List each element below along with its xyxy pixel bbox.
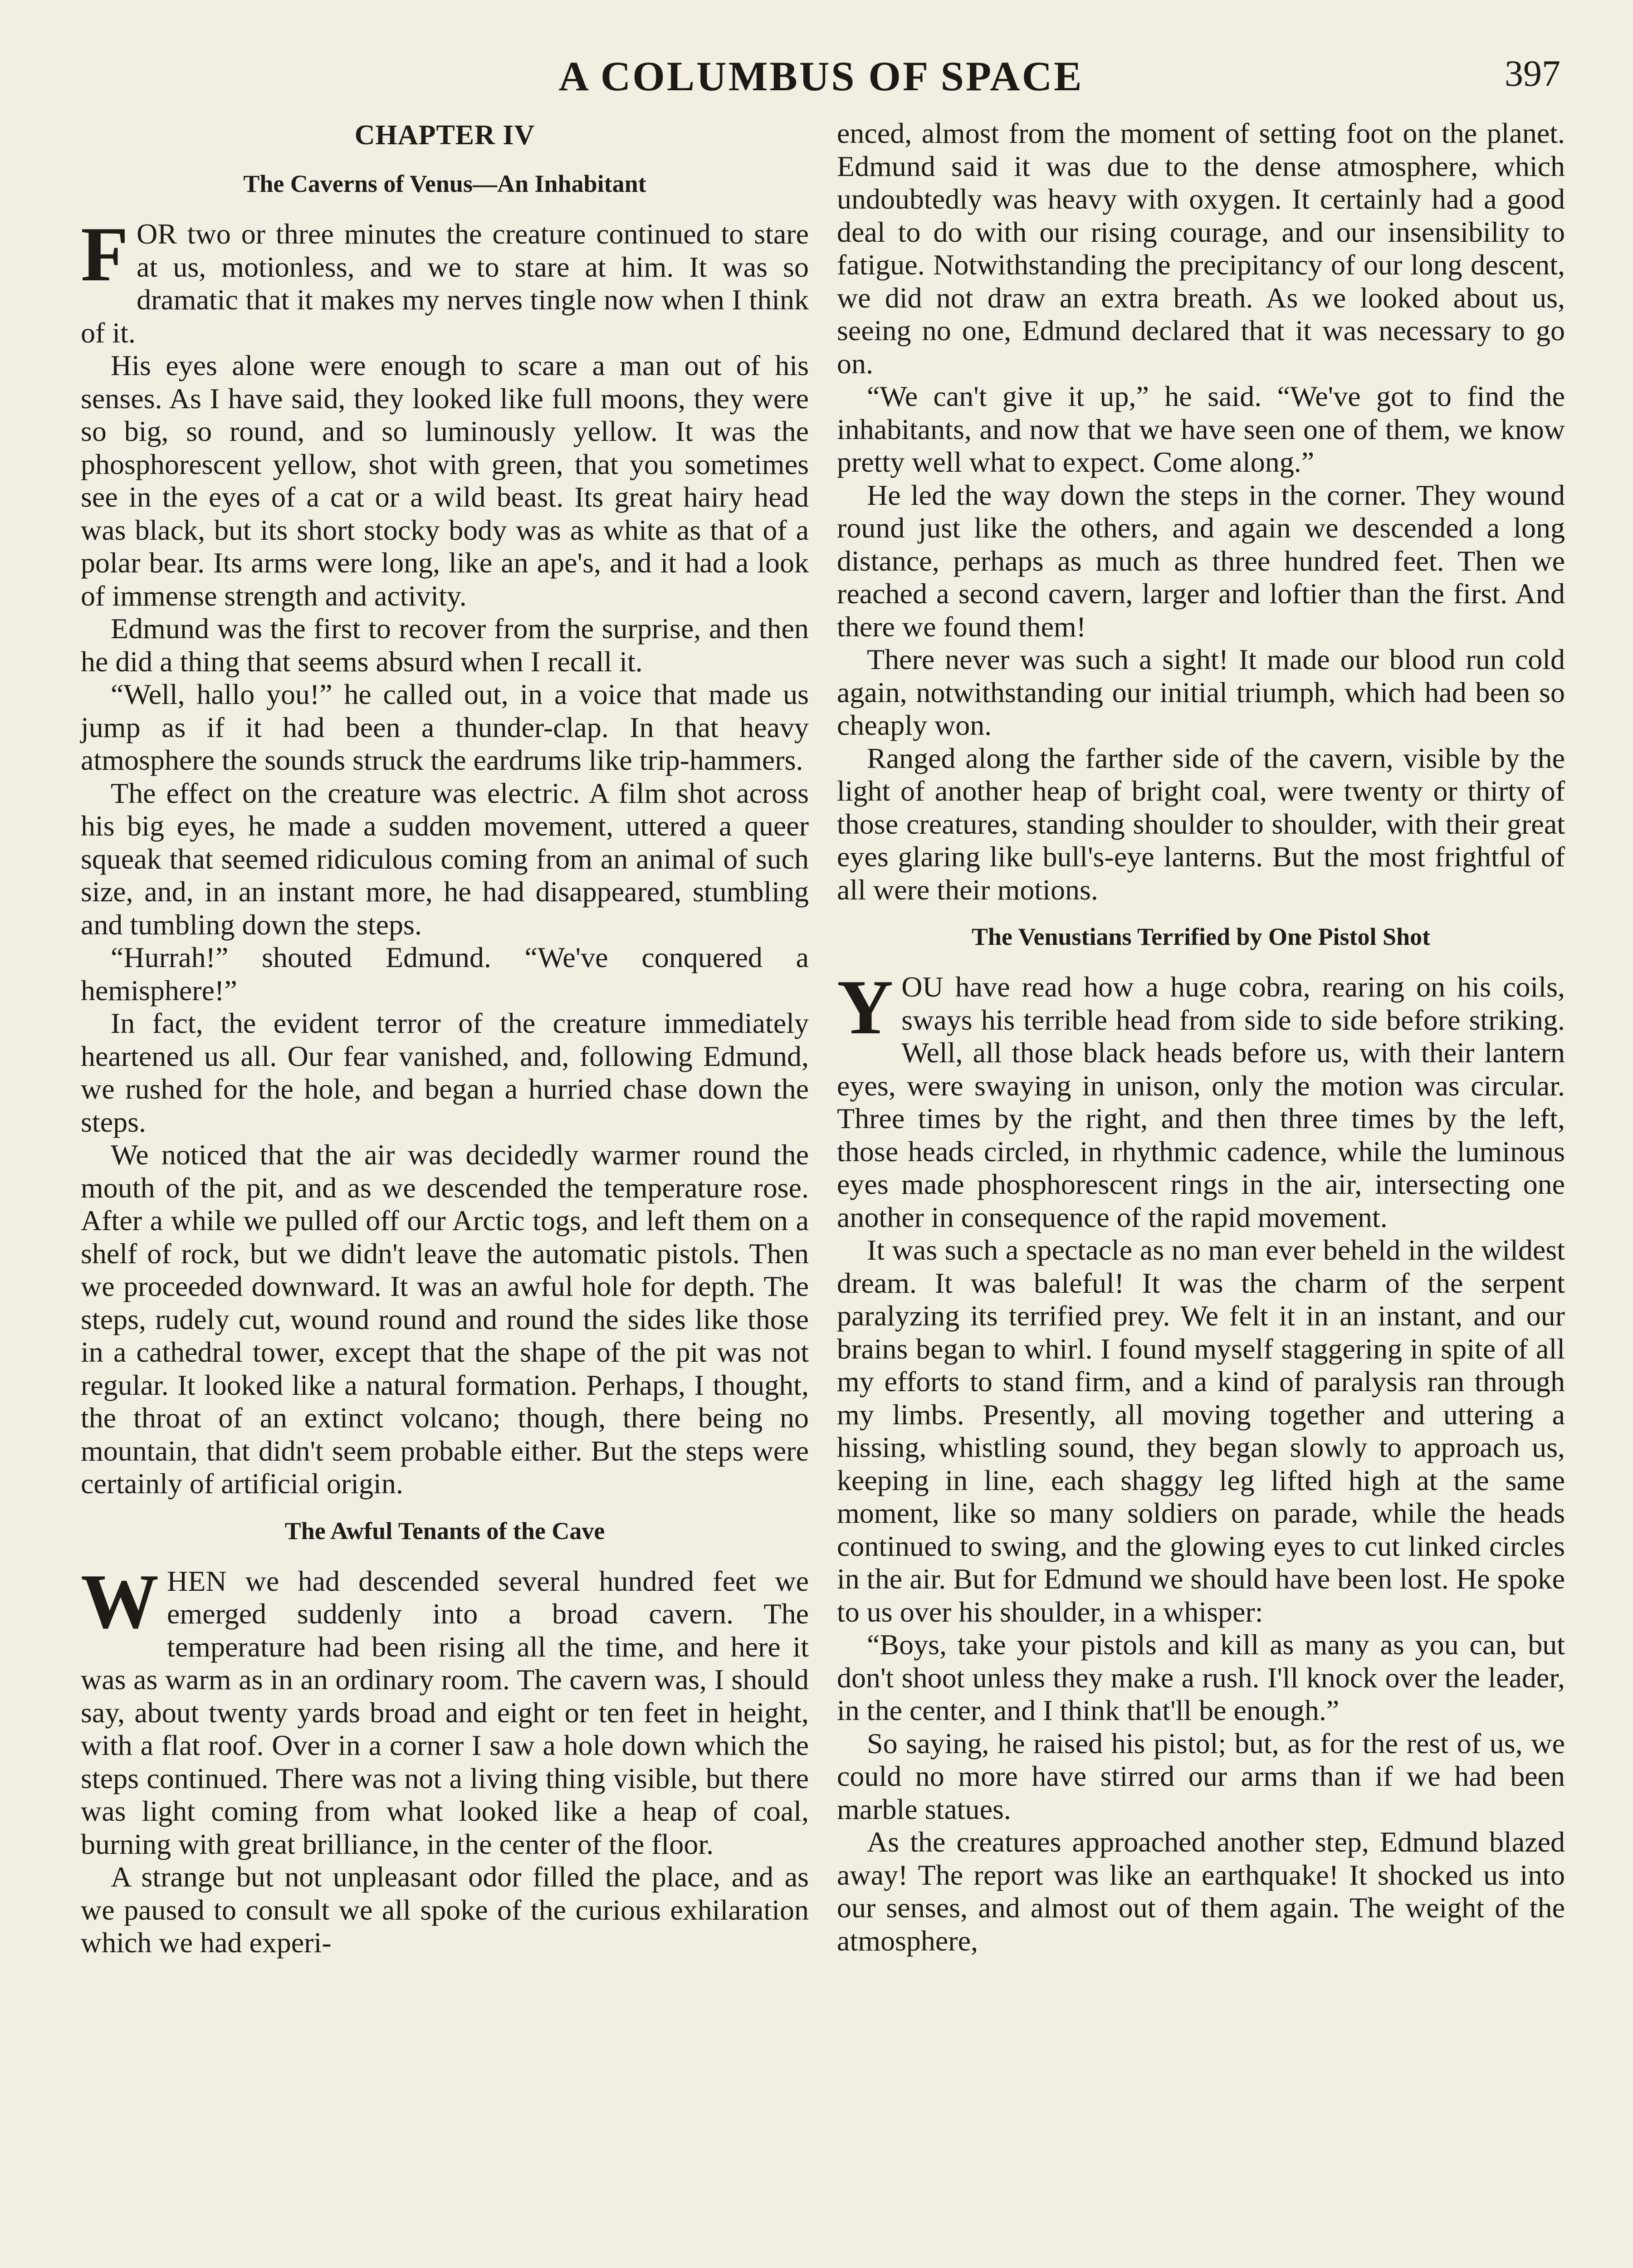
drop-cap: Y [837,964,894,1051]
paragraph: He led the way down the steps in the corner. They wound round just like the others, and again we descended a long distance, perhaps as much as three hundred feet. Then we reached a second cavern, larger and loftier than the first. And there we found them! [837,479,1565,643]
lead-in: OU [901,971,944,1003]
paragraph: Edmund was the first to recover from the surprise, and then he did a thing that seems absurd when I recall it. [81,612,809,678]
running-title: A COLUMBUS OF SPACE [558,53,1084,99]
paragraph: enced, almost from the moment of setting foot on the planet. Edmund said it was due to the dense atmosphere, which undoubtedly was heavy with oxygen. It certainly had a good deal to do with our rising courage, and our insensibility to fatigue. Notwithstanding the precipitancy of our long descent, we did not draw an extra breath. As we looked about us, seeing no one, Edmund declared that it was necessary to go on. [837,117,1565,380]
page-header [82,52,1560,107]
paragraph: There never was such a sight! It made our blood run cold again, notwithstanding our initial triumph, which had been so cheaply won. [837,643,1565,741]
paragraph: So saying, he raised his pistol; but, as for the rest of us, we could no more have stirred our arms than if we had been marble statues. [837,1727,1565,1825]
paragraph-text: have read how a huge cobra, rearing on his coils, sways his terrible head from side to side before striking. Well, all those black heads before us, with their lantern eyes, were swaying in unison, only the motion was circular. Three times by the right, and then three times by the left, those heads circled, in rhythmic cadence, while the luminous eyes made phosphorescent rings in the air, intersecting one another in consequence of the rapid movement. [837,971,1565,1233]
paragraph-text: we had descended several hundred feet we emerged suddenly into a broad cavern. The temperature had been rising all the time, and here it was as warm as in an ordinary room. The cavern was, I should say, about twenty yards broad and eight or ten feet in height, with a flat roof. Over in a corner I saw a hole down which the steps continued. There was not a living thing visible, but there was light coming from what looked like a heap of coal, burning with great brilliance, in the center of the floor. [81,1564,809,1860]
paragraph: “Boys, take your pistols and kill as many as you can, but don't shoot unless they make a rush. I'll knock over the leader, in the center, and I think that'll be enough.” [837,1628,1565,1726]
chapter-title: CHAPTER IV [354,120,535,151]
paragraph: The effect on the creature was electric. A film shot across his big eyes, he made a sudden movement, uttered a queer squeak that seemed ridiculous coming from an animal of such size, and, in an instant more, he had disappeared, stumbling and tumbling down the steps. [81,777,809,941]
drop-cap: W [81,1558,159,1645]
paragraph: It was such a spectacle as no man ever beheld in the wildest dream. It was baleful! It was the charm of the serpent paralyzing its terrified prey. We felt it in an instant, and our brains began to whirl. I found myself staggering in spite of all my efforts to stand firm, and a kind of paralysis ran through my limbs. Presently, all moving together and uttering a hissing, whistling sound, they began slowly to approach us, keeping in line, each shaggy leg lifted high at the same moment, like so many soldiers on parade, while the heads continued to swing, and the glowing eyes to cut linked circles in the air. But for Edmund we should have been lost. He spoke to us over his shoulder, in a whisper: [837,1234,1565,1628]
left-column [81,117,809,1960]
right-column [837,117,1565,1957]
paragraph [837,964,1565,1234]
lead-in: HEN [167,1564,227,1597]
paragraph: “Hurrah!” shouted Edmund. “We've conquered a hemisphere!” [81,941,809,1007]
paragraph-text: two or three minutes the creature continued to stare at us, motionless, and we to stare at him. It was so dramatic that it makes my nerves tingle now when I think of it. [81,218,809,349]
paragraph: Ranged along the farther side of the cavern, visible by the light of another heap of bright coal, were twenty or thirty of those creatures, standing shoulder to shoulder, with their great eyes glaring like bull's-eye lanterns. But the most frightful of all were their motions. [837,742,1565,906]
page-number: 397 [1505,53,1560,94]
lead-in: OR [137,218,177,250]
paragraph: As the creatures approached another step, Edmund blazed away! The report was like an earthquake! It shocked us into our senses, and almost out of them again. The weight of the atmosphere, [837,1826,1565,1957]
paragraph: A strange but not unpleasant odor filled the place, and as we paused to consult we all spoke of the curious exhilaration which we had experi- [81,1861,809,1959]
section-heading-tenants: The Awful Tenants of the Cave [284,1517,605,1545]
drop-cap: F [81,211,129,298]
paragraph [81,211,809,349]
paragraph: “We can't give it up,” he said. “We've got to find the inhabitants, and now that we have seen one of them, we know pretty well what to expect. Come along.” [837,380,1565,478]
paragraph: “Well, hallo you!” he called out, in a voice that made us jump as if it had been a thunder-clap. In that heavy atmosphere the sounds struck the eardrums like trip-hammers. [81,678,809,776]
section-heading-venustians: The Venustians Terrified by One Pistol Shot [971,923,1431,950]
paragraph: We noticed that the air was decidedly warmer round the mouth of the pit, and as we descended the temperature rose. After a while we pulled off our Arctic togs, and left them on a shelf of rock, but we didn't leave the automatic pistols. Then we proceeded downward. It was an awful hole for depth. The steps, rudely cut, wound round and round the sides like those in a cathedral tower, except that the shape of the pit was not regular. It looked like a natural formation. Perhaps, I thought, the throat of an extinct volcano; though, there being no mountain, that didn't seem probable either. But the steps were certainly of artificial origin. [81,1139,809,1500]
paragraph: In fact, the evident terror of the creature immediately heartened us all. Our fear vanished, and, following Edmund, we rushed for the hole, and began a hurried chase down the steps. [81,1007,809,1138]
paragraph: His eyes alone were enough to scare a man out of his senses. As I have said, they looked like full moons, they were so big, so round, and so luminously yellow. It was the phosphorescent yellow, shot with green, that you sometimes see in the eyes of a cat or a wild beast. Its great hairy head was black, but its short stocky body was as white as that of a polar bear. Its arms were long, like an ape's, and it had a look of immense strength and activity. [81,349,809,612]
paragraph [81,1558,809,1861]
section-heading-caverns: The Caverns of Venus—An Inhabitant [243,170,646,197]
